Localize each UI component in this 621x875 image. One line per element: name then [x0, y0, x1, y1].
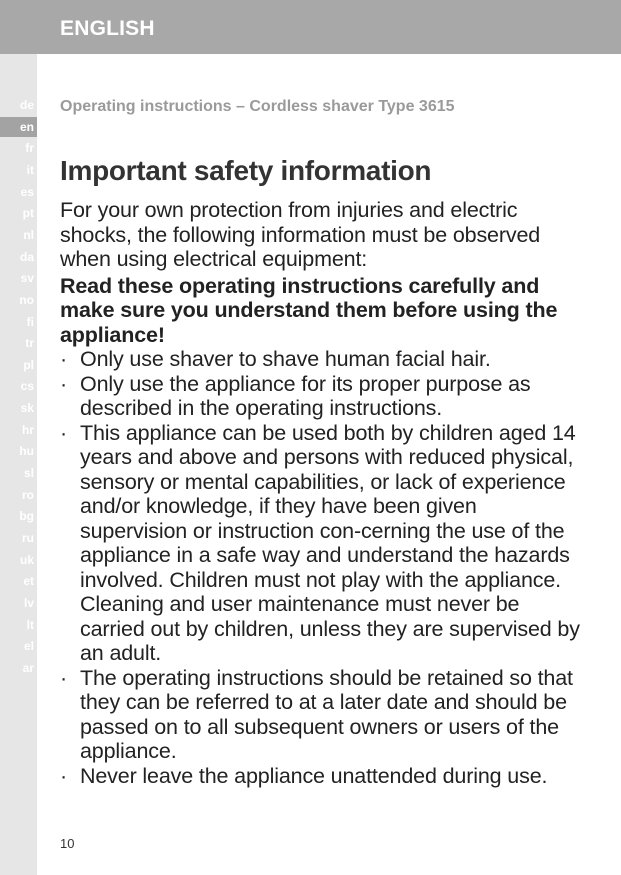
language-tab-et[interactable]	[0, 571, 34, 591]
language-tab-da[interactable]	[0, 247, 34, 267]
language-code-label: et	[23, 574, 34, 589]
language-tab-bg[interactable]	[0, 506, 34, 526]
language-tab-el[interactable]	[0, 636, 34, 656]
language-code-label: de	[19, 98, 34, 112]
list-item-text: Only use shaver to shave human facial hair.	[80, 347, 491, 371]
list-item	[60, 421, 580, 666]
language-code-label: nl	[23, 227, 34, 242]
language-code-label: el	[23, 639, 34, 654]
page-number: 10	[60, 836, 75, 851]
list-item	[60, 666, 580, 764]
language-tab-lt[interactable]	[0, 615, 34, 635]
language-code-label: sk	[20, 401, 34, 416]
language-tab-sl[interactable]	[0, 463, 34, 483]
language-tab-hr[interactable]	[0, 420, 34, 440]
language-code-label: pl	[23, 357, 34, 372]
bullet-dot: ·	[60, 420, 68, 445]
language-code-label: en	[19, 119, 34, 134]
language-tab-ro[interactable]	[0, 485, 34, 505]
language-tab-ar[interactable]	[0, 658, 34, 678]
list-item	[60, 347, 580, 372]
language-sidebar	[0, 54, 37, 875]
language-code-label: uk	[19, 552, 34, 567]
language-code-label: es	[20, 184, 34, 199]
language-tab-en[interactable]	[0, 117, 37, 137]
safety-list	[60, 347, 580, 788]
language-title: ENGLISH	[60, 17, 155, 40]
language-code-label: pt	[22, 206, 34, 221]
page-heading: Important safety information	[60, 155, 432, 186]
warning-paragraph: Read these operating instructions carefully and make sure you understand them before using the appliance!	[60, 273, 558, 347]
language-code-label: fi	[26, 314, 34, 329]
list-item-text: Only use the appliance for its proper purpose as described in the operating instructions.	[80, 371, 531, 420]
language-tab-hu[interactable]	[0, 441, 34, 461]
language-code-label: lv	[23, 595, 34, 610]
list-item-text: The operating instructions should be retained so that they can be referred to at a later date and should be passed on to all subsequent owners or users of the appliance.	[80, 665, 573, 763]
intro-paragraph: For your own protection from injuries and electric shocks, the following information must be observed when using electrical equipment:	[60, 198, 541, 271]
bullet-dot: ·	[60, 763, 68, 788]
subtitle: Operating instructions – Cordless shaver Type 3615	[60, 98, 455, 115]
language-code-label: ar	[22, 660, 34, 675]
list-item-text: Never leave the appliance unattended during use.	[80, 763, 548, 788]
bullet-dot: ·	[60, 665, 68, 690]
bullet-dot: ·	[60, 347, 68, 371]
language-tab-fr[interactable]	[0, 138, 34, 158]
language-code-label: da	[19, 249, 34, 264]
language-tab-uk[interactable]	[0, 550, 34, 570]
language-tab-tr[interactable]	[0, 333, 34, 353]
language-tab-lv[interactable]	[0, 593, 34, 613]
language-tab-de[interactable]	[0, 95, 34, 115]
language-tab-sv[interactable]	[0, 268, 34, 288]
language-code-label: ro	[22, 487, 34, 502]
header-bar	[0, 0, 621, 54]
language-tab-cs[interactable]	[0, 376, 34, 396]
document-body	[60, 198, 580, 788]
language-tab-nl[interactable]	[0, 225, 34, 245]
language-code-label: cs	[20, 379, 34, 394]
language-tab-es[interactable]	[0, 182, 34, 202]
language-tab-ru[interactable]	[0, 528, 34, 548]
language-code-label: sv	[20, 271, 34, 286]
language-code-label: lt	[26, 617, 34, 632]
language-code-label: sl	[23, 466, 34, 481]
bullet-dot: ·	[60, 371, 68, 396]
language-code-label: no	[19, 292, 34, 307]
list-item-text: This appliance can be used both by children aged 14 years and above and persons with reduced physical, sensory or mental capabilities, or lack of experience and/or knowledge, if they have been given supervision or instruction con-cerning the use of the appliance in a safe way and understand the hazards involved. Children must not play with the appliance. Cleaning and user maintenance must never be carried out by children, unless they are supervised by an adult.	[80, 420, 580, 665]
language-tab-it[interactable]	[0, 160, 34, 180]
list-item	[60, 372, 580, 421]
language-code-label: ru	[22, 531, 34, 545]
language-tab-no[interactable]	[0, 290, 34, 310]
language-tab-pt[interactable]	[0, 203, 34, 223]
list-item	[60, 764, 580, 789]
language-code-label: bg	[19, 509, 34, 524]
language-code-label: hr	[22, 422, 34, 437]
language-tab-fi[interactable]	[0, 312, 34, 332]
language-tab-pl[interactable]	[0, 355, 34, 375]
language-tab-sk[interactable]	[0, 398, 34, 418]
language-code-label: fr	[25, 141, 34, 156]
language-code-label: tr	[25, 336, 34, 351]
language-code-label: hu	[19, 444, 34, 459]
language-code-label: it	[26, 162, 34, 177]
